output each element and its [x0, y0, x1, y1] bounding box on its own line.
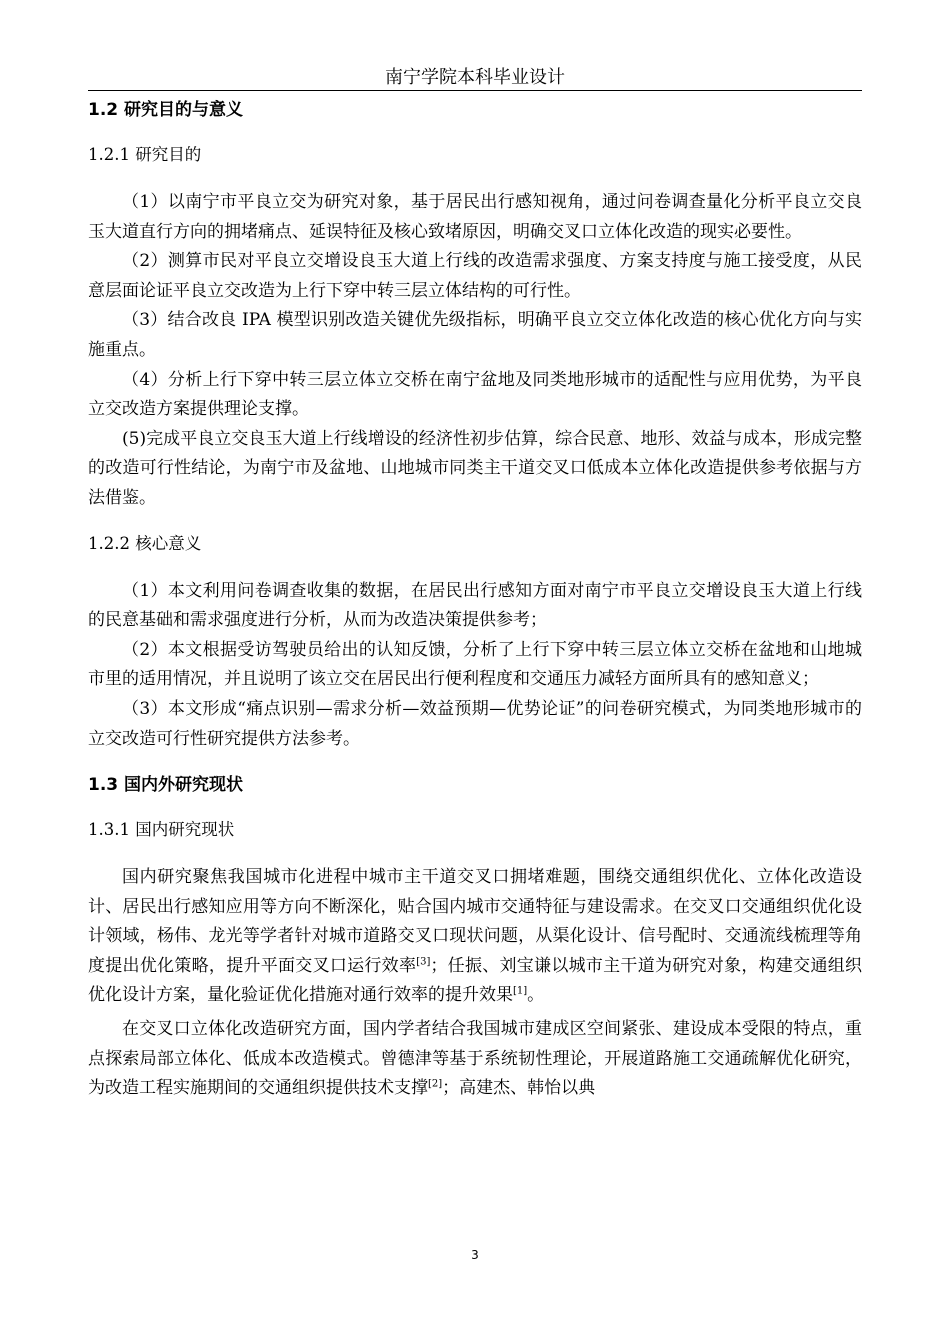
citation: [3] — [416, 956, 431, 968]
subsection-heading-1-3-1: 1.3.1 国内研究现状 — [88, 820, 235, 840]
subsection-heading-1-2-1: 1.2.1 研究目的 — [88, 145, 202, 164]
paragraph: (5)完成平良立交良玉大道上行线增设的经济性初步估算，综合民意、地形、效益与成本，形成完整的改造可行性结论，为南宁市及盆地、山地城市同类主干道交叉口低成本立体化改造提供参考依据与方法借鉴。 — [88, 428, 862, 508]
subsection-heading-1-2-2: 1.2.2 核心意义 — [88, 533, 202, 553]
paragraph-text: 。 — [527, 985, 545, 1006]
citation: [2] — [428, 1078, 443, 1090]
paragraph: （1）本文利用问卷调查收集的数据，在居民出行感知方面对南宁市平良立交增设良玉大道上行线的民意基础和需求强度进行分析，从而为改造决策提供参考； — [88, 580, 862, 631]
paragraph: （1）以南宁市平良立交为研究对象，基于居民出行感知视角，通过问卷调查量化分析平良立交良玉大道直行方向的拥堵痛点、延误特征及核心致堵原因，明确交叉口立体化改造的现实必要性。 — [88, 192, 862, 242]
paragraph — [88, 1015, 862, 1104]
paragraph — [88, 863, 862, 1011]
paragraph: （2）测算市民对平良立交增设良玉大道上行线的改造需求强度、方案支持度与施工接受度，从民意层面论证平良立交改造为上行下穿中转三层立体结构的可行性。 — [88, 251, 862, 301]
paragraph-text: ；高建杰、韩怡以典 — [442, 1078, 596, 1099]
paragraph-text: 国内研究聚焦我国城市化进程中城市主干道交叉口拥堵难题，围绕交通组织优化、立体化改造设计、居民出行感知应用等方向不断深化，贴合国内城市交通特征与建设需求。在交叉口交通组织优化设计领域，杨伟、龙光等学者针对城市道路交叉口现状问题，从渠化设计、信号配时、交通流线梳理等角度提出优化策略，提升平面交叉口运行效率 — [88, 867, 862, 976]
paragraph-text: 在交叉口立体化改造研究方面，国内学者结合我国城市建成区空间紧张、建设成本受限的特点，重点探索局部立体化、低成本改造模式。曾德津等基于系统韧性理论，开展道路施工交通疏解优化研究，为改造工程实施期间的交通组织提供技术支撑 — [88, 1019, 862, 1099]
section-heading-1-3: 1.3 国内外研究现状 — [88, 775, 244, 796]
header-rule — [88, 90, 862, 91]
running-header: 南宁学院本科毕业设计 — [385, 67, 565, 88]
paragraph: （3）结合改良 IPA 模型识别改造关键优先级指标，明确平良立交立体化改造的核心优化方向与实施重点。 — [88, 310, 862, 360]
paragraph: （3）本文形成“痛点识别—需求分析—效益预期—优势论证”的问卷研究模式，为同类地形城市的立交改造可行性研究提供方法参考。 — [88, 698, 862, 749]
paragraph: （2）本文根据受访驾驶员给出的认知反馈，分析了上行下穿中转三层立体立交桥在盆地和山地城市里的适用情况，并且说明了该立交在居民出行便利程度和交通压力减轻方面所具有的感知意义； — [88, 639, 862, 690]
section-heading-1-2: 1.2 研究目的与意义 — [88, 100, 244, 120]
page-content — [88, 95, 862, 1104]
paragraph: （4）分析上行下穿中转三层立体立交桥在南宁盆地及同类地形城市的适配性与应用优势，为平良立交改造方案提供理论支撑。 — [88, 369, 862, 420]
paragraph-text: ；任振、刘宝谦以城市主干道为研究对象，构建交通组织优化设计方案，量化验证优化措施对通行效率的提升效果 — [88, 955, 863, 1006]
citation: [1] — [513, 985, 528, 997]
page-number: 3 — [471, 1248, 479, 1262]
